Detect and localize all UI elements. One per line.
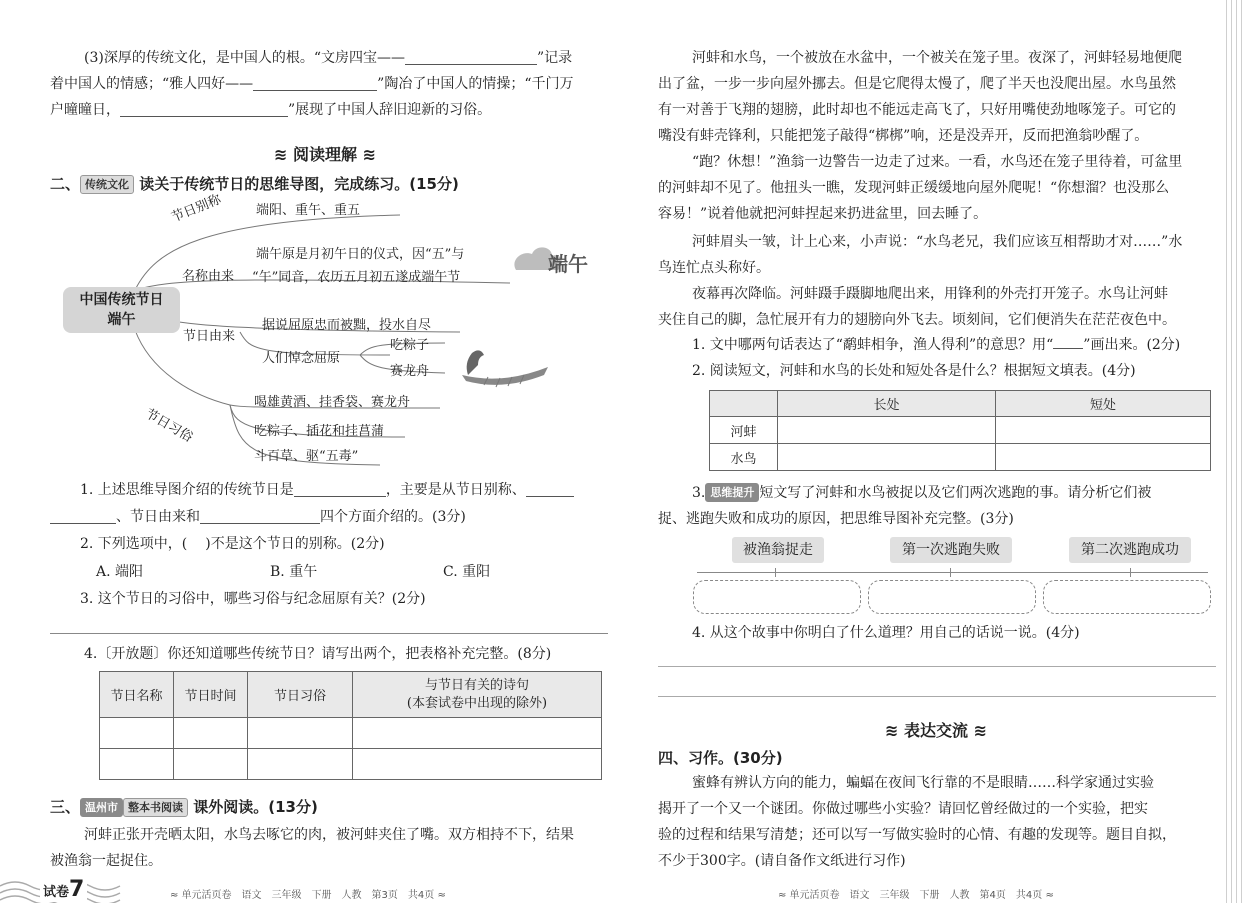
answer-blank[interactable] bbox=[120, 100, 288, 117]
right-question-3-line1: 3. 思维提升 短文写了河蚌和水鸟被捉以及它们两次逃跑的事。请分析它们被 bbox=[692, 485, 1152, 501]
wave-icon: ≋ bbox=[885, 721, 899, 740]
category-tag: 思维提升 bbox=[705, 483, 759, 502]
customs-leaf-1: 喝雄黄酒、挂香袋、赛龙舟 bbox=[254, 395, 411, 410]
story-paragraph: 嘴没有蚌壳锋利，只能把笼子敲得“梆梆”响，还是没弄开，反而把渔翁吵醒了。 bbox=[658, 128, 1149, 144]
question-1-line2: 、节日由来和 四个方面介绍的。(3分) bbox=[50, 505, 466, 529]
essay-prompt: 揭开了一个又一个谜团。你做过哪些小实验？请回忆曾经做过的一个实验，把实 bbox=[658, 801, 1148, 817]
story-paragraph: 出了盆，一步一步向屋外挪去。但是它爬得太慢了，爬了半天也没爬出屋。水鸟虽然 bbox=[658, 76, 1176, 92]
part3-heading: 三、 温州市 整本书阅读 课外阅读。(13分) bbox=[50, 798, 318, 816]
right-question-4: 4. 从这个故事中你明白了什么道理？用自己的话说一说。(4分) bbox=[692, 625, 1080, 641]
flow-tick bbox=[775, 568, 776, 577]
answer-blank[interactable] bbox=[405, 48, 537, 65]
q3-fill-line3: 户曈曈日， ”展现了中国人辞旧迎新的习俗。 bbox=[50, 102, 492, 118]
option-b[interactable]: B. 重午 bbox=[270, 564, 318, 580]
part2-heading: 二、 传统文化 读关于传统节日的思维导图，完成练习。(15分) bbox=[50, 175, 459, 193]
right-question-3-line2: 捉、逃跑失败和成功的原因，把思维导图补充完整。(3分) bbox=[658, 511, 1014, 527]
part4-heading: 四、习作。(30分) bbox=[658, 749, 783, 767]
story-paragraph: 河蚌和水鸟，一个被放在水盆中，一个被关在笼子里。夜深了，河蚌轻易地便爬 bbox=[692, 50, 1182, 66]
header-strength: 长处 bbox=[778, 391, 996, 417]
essay-prompt: 蜜蜂有辨认方向的能力，蝙蝠在夜间飞行靠的不是眼睛……科学家通过实验 bbox=[692, 775, 1154, 791]
branch-customs-label: 节日习俗 bbox=[142, 406, 196, 446]
page-number: 试卷7 bbox=[40, 877, 87, 902]
header-weakness: 短处 bbox=[996, 391, 1211, 417]
table-cell[interactable] bbox=[996, 417, 1211, 444]
answer-line[interactable] bbox=[658, 666, 1216, 667]
duanwu-logo: 端午 bbox=[510, 240, 590, 280]
story-paragraph: 河蚌眉头一皱，计上心来，小声说：“水鸟老兄，我们应该互相帮助才对……”水 bbox=[692, 234, 1183, 250]
story-intro-line1: 河蚌正张开壳晒太阳，水鸟去啄它的肉，被河蚌夹住了嘴。双方相持不下，结果 bbox=[84, 827, 574, 843]
custom-zongzi: 吃粽子 bbox=[390, 338, 430, 353]
alias-leaf: 端阳、重午、重五 bbox=[256, 203, 361, 218]
section-title-reading: ≋ 阅读理解 ≋ bbox=[274, 145, 376, 164]
flow-step-caught: 被渔翁捉走 bbox=[732, 537, 824, 563]
option-a[interactable]: A. 端阳 bbox=[96, 564, 144, 580]
table-corner bbox=[710, 391, 778, 417]
header-festival-custom: 节日习俗 bbox=[248, 672, 353, 718]
page-stack-edge bbox=[1224, 0, 1246, 903]
answer-line[interactable] bbox=[658, 696, 1216, 697]
underline-mark bbox=[1053, 334, 1083, 349]
wave-icon: ≋ bbox=[362, 145, 376, 164]
customs-leaf-2: 吃粽子、插花和挂菖蒲 bbox=[254, 424, 385, 439]
question-1-line1: 1. 上述思维导图介绍的传统节日是 ，主要是从节日别称、 bbox=[80, 478, 574, 502]
answer-blank[interactable] bbox=[200, 507, 320, 524]
answer-blank[interactable] bbox=[526, 480, 574, 497]
category-tag: 整本书阅读 bbox=[123, 798, 188, 817]
question-3: 3. 这个节日的习俗中，哪些习俗与纪念屈原有关？(2分) bbox=[80, 591, 426, 607]
essay-prompt: 不少于300字。(请自备作文纸进行习作) bbox=[658, 853, 906, 869]
festival-origin-leaf: 据说屈原忠而被黜，投水自尽 bbox=[262, 318, 432, 333]
category-tag: 传统文化 bbox=[80, 175, 134, 194]
question-4: 4.〔开放题〕你还知道哪些传统节日？请写出两个，把表格补充完整。(8分) bbox=[84, 646, 552, 662]
section-title-expression: ≋ 表达交流 ≋ bbox=[885, 721, 987, 740]
customs-leaf-3: 斗百草、驱“五毒” bbox=[254, 449, 359, 464]
table-cell[interactable] bbox=[353, 718, 602, 749]
story-paragraph: “跑？休想！”渔翁一边警告一边走了过来。一看，水鸟还在笼子里待着，可盆里 bbox=[692, 154, 1183, 170]
name-origin-leaf-1: 端午原是月初午日的仪式，因“五”与 bbox=[256, 247, 465, 262]
q3-fill-line1: (3)深厚的传统文化，是中国人的根。“文房四宝—— ”记录 bbox=[84, 50, 573, 66]
story-paragraph: 的河蚌却不见了。他扭头一瞧，发现河蚌正缓缓地向屋外爬呢！“你想溜？也没那么 bbox=[658, 180, 1170, 196]
story-paragraph: 夹住自己的脚，急忙展开有力的翅膀向外飞去。顷刻间，它们便消失在茫茫夜色中。 bbox=[658, 312, 1176, 328]
region-tag: 温州市 bbox=[80, 798, 123, 817]
custom-dragon-boat: 赛龙舟 bbox=[390, 364, 430, 379]
story-paragraph: 容易！”说着他就把河蚌捏起来扔进盆里，回去睡了。 bbox=[658, 206, 988, 222]
story-intro-line2: 被渔翁一起捉住。 bbox=[50, 853, 162, 869]
answer-box[interactable] bbox=[693, 580, 861, 614]
row-label-bird: 水鸟 bbox=[710, 444, 778, 471]
answer-box[interactable] bbox=[868, 580, 1036, 614]
story-paragraph: 有一对善于飞翔的翅膀，此时却也不能远走高飞了，只好用嘴使劲地啄笼子。可它的 bbox=[658, 102, 1176, 118]
flow-line bbox=[697, 572, 1208, 573]
question-2: 2. 下列选项中，( )不是这个节日的别称。(2分) bbox=[80, 536, 385, 552]
left-footer: ≈ 单元活页卷 语文 三年级 下册 人教 第3页 共4页 ≈ bbox=[170, 890, 446, 901]
right-question-2: 2. 阅读短文，河蚌和水鸟的长处和短处各是什么？根据短文填表。(4分) bbox=[692, 363, 1136, 379]
strength-weakness-table bbox=[709, 390, 1211, 471]
branch-festival-origin-label: 节日由来 bbox=[183, 329, 236, 344]
flow-tick bbox=[950, 568, 951, 577]
answer-box[interactable] bbox=[1043, 580, 1211, 614]
row-label-clam: 河蚌 bbox=[710, 417, 778, 444]
story-paragraph: 鸟连忙点头称好。 bbox=[658, 260, 770, 276]
table-cell[interactable] bbox=[100, 749, 174, 780]
essay-prompt: 验的过程和结果写清楚；还可以写一写做实验时的心情、有趣的发现等。题目自拟， bbox=[658, 827, 1176, 843]
table-cell[interactable] bbox=[174, 718, 248, 749]
table-cell[interactable] bbox=[353, 749, 602, 780]
wave-icon: ≋ bbox=[973, 721, 987, 740]
answer-blank[interactable] bbox=[50, 507, 116, 524]
branch-name-origin-label: 名称由来 bbox=[182, 269, 235, 284]
mindmap-center-node: 中国传统节日 端午 bbox=[63, 287, 180, 333]
flow-tick bbox=[1130, 568, 1131, 577]
header-festival-name: 节日名称 bbox=[100, 672, 174, 718]
table-cell[interactable] bbox=[778, 444, 996, 471]
branch-alias-label: 节日别称 bbox=[169, 192, 224, 226]
table-cell[interactable] bbox=[248, 718, 353, 749]
answer-blank[interactable] bbox=[253, 74, 377, 91]
name-origin-leaf-2: “午”同音，农历五月初五遂成端午节 bbox=[252, 270, 461, 285]
festival-table bbox=[99, 671, 602, 780]
table-cell[interactable] bbox=[100, 718, 174, 749]
table-cell[interactable] bbox=[248, 749, 353, 780]
q3-fill-line2: 着中国人的情感；“雅人四好—— ”陶冶了中国人的情操；“千门万 bbox=[50, 76, 574, 92]
mourn-quyuan-leaf: 人们悼念屈原 bbox=[262, 351, 341, 366]
dragon-boat-icon bbox=[458, 345, 553, 390]
right-footer: ≈ 单元活页卷 语文 三年级 下册 人教 第4页 共4页 ≈ bbox=[778, 890, 1054, 901]
wave-icon: ≋ bbox=[274, 145, 288, 164]
option-c[interactable]: C. 重阳 bbox=[443, 564, 491, 580]
flow-step-first-escape: 第一次逃跑失败 bbox=[890, 537, 1012, 563]
table-cell[interactable] bbox=[996, 444, 1211, 471]
story-paragraph: 夜幕再次降临。河蚌蹑手蹑脚地爬出来，用锋利的外壳打开笼子。水鸟让河蚌 bbox=[692, 286, 1168, 302]
answer-blank[interactable] bbox=[294, 480, 386, 497]
flow-step-second-escape: 第二次逃跑成功 bbox=[1069, 537, 1191, 563]
table-cell[interactable] bbox=[174, 749, 248, 780]
header-festival-time: 节日时间 bbox=[174, 672, 248, 718]
divider bbox=[50, 633, 608, 634]
header-poem: 与节日有关的诗句 (本套试卷中出现的除外) bbox=[353, 672, 602, 718]
table-cell[interactable] bbox=[778, 417, 996, 444]
right-question-1: 1. 文中哪两句话表达了“鹬蚌相争，渔人得利”的意思？用“ ”画出来。(2分) bbox=[692, 333, 1180, 357]
